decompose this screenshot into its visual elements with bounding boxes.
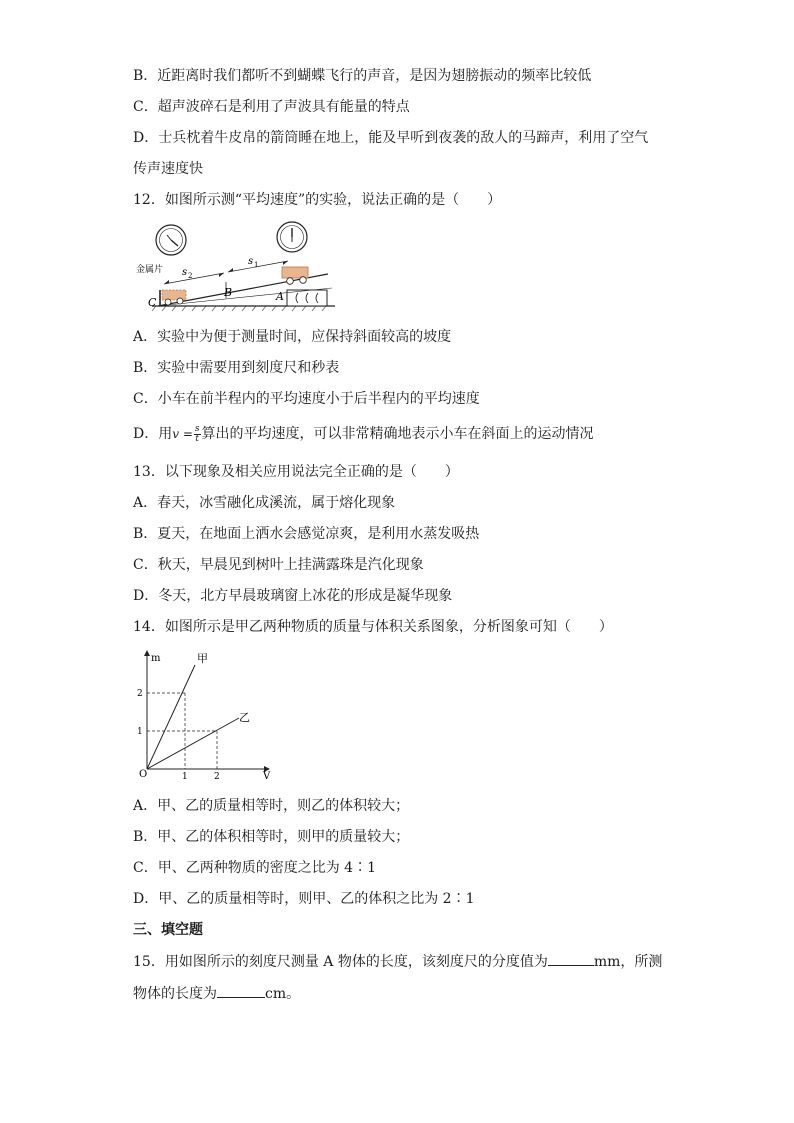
point-b-label: B [224, 286, 233, 299]
series-yi-label: 乙 [239, 711, 250, 724]
q12-option-d-prefix: D．用 [133, 426, 173, 442]
x-axis-label: V [263, 771, 271, 782]
q11-option-d-line1: D．士兵枕着牛皮帛的箭筒睡在地上，能及早听到夜袭的敌人的马蹄声，利用了空气 [133, 130, 649, 146]
point-a-label: A [276, 290, 284, 303]
y-axis-label: m [151, 653, 161, 664]
q12-stem: 12．如图所示测“平均速度”的实验，说法正确的是（ ） [133, 192, 502, 208]
q13-option-d: D．冬天，北方早晨玻璃窗上冰花的形成是凝华现象 [133, 588, 453, 604]
q12-option-d-suffix: 算出的平均速度，可以非常精确地表示小车在斜面上的运动情况 [201, 426, 594, 442]
q13-option-c: C．秋天，早晨见到树叶上挂满露珠是汽化现象 [133, 557, 424, 573]
q12-option-a: A．实验中为便于测量时间，应保持斜面较高的坡度 [133, 329, 452, 345]
s2-label: s [182, 267, 188, 278]
section-title-fill-in: 三、填空题 [133, 922, 203, 938]
stopwatch-icon-right [277, 222, 307, 252]
answer-blank-length[interactable] [217, 983, 265, 998]
series-jia-line [147, 665, 195, 769]
q15-line1 [133, 951, 662, 972]
q14-option-b: B．甲、乙的体积相等时，则甲的质量较大； [133, 829, 410, 845]
s1-label: s [248, 256, 254, 267]
q14-mass-volume-graph [135, 647, 285, 782]
formula-lhs: v = [172, 427, 193, 441]
x-tick-2: 2 [214, 772, 220, 782]
velocity-formula [172, 423, 201, 444]
q13-option-a: A．春天，冰雪融化成溪流，属于熔化现象 [133, 495, 396, 511]
q15-line2-unit: cm。 [265, 986, 301, 1002]
point-c-label: C [148, 296, 157, 309]
formula-fraction [194, 425, 201, 444]
q12-option-d [133, 424, 594, 444]
q11-option-d-line2: 传声速度快 [133, 161, 203, 177]
s1-subscript: 1 [254, 261, 259, 269]
y-tick-2: 2 [137, 689, 143, 699]
q15-line2 [133, 983, 300, 1004]
q12-option-b: B．实验中需要用到刻度尺和秒表 [133, 360, 340, 376]
stopwatch-icon-left [156, 225, 186, 255]
answer-blank-division[interactable] [548, 951, 594, 966]
y-tick-1: 1 [137, 727, 143, 737]
q15-line1-unit: mm，所测 [593, 954, 663, 970]
metal-plate-label: 金属片 [136, 265, 164, 275]
q15-line2-text: 物体的长度为 [133, 986, 217, 1002]
q15-line1-text: 15．用如图所示的刻度尺测量 A 物体的长度，该刻度尺的分度值为 [133, 954, 548, 970]
q11-option-c: C．超声波碎石是利用了声波具有能量的特点 [133, 99, 410, 115]
formula-denominator: t [195, 433, 200, 444]
s2-subscript: 2 [188, 272, 193, 280]
q12-option-c: C．小车在前半程内的平均速度小于后半程内的平均速度 [133, 391, 480, 407]
q12-incline-figure [132, 220, 342, 312]
series-yi-line [147, 718, 239, 769]
q14-stem: 14．如图所示是甲乙两种物质的质量与体积关系图象，分析图象可知（ ） [133, 619, 613, 635]
formula-numerator: s [194, 423, 200, 434]
q14-option-a: A．甲、乙的质量相等时，则乙的体积较大； [133, 798, 410, 814]
q14-option-d: D．甲、乙的质量相等时，则甲、乙的体积之比为 2∶1 [133, 891, 475, 907]
series-jia-label: 甲 [197, 652, 208, 665]
q11-option-b: B．近距离时我们都听不到蝴蝶飞行的声音，是因为翅膀振动的频率比较低 [133, 68, 592, 84]
q13-stem: 13．以下现象及相关应用说法完全正确的是（ ） [133, 464, 459, 480]
origin-label: O [139, 769, 148, 780]
x-tick-1: 1 [182, 772, 188, 782]
q13-option-b: B．夏天，在地面上洒水会感觉凉爽，是利用水蒸发吸热 [133, 526, 480, 542]
q14-option-c: C．甲、乙两种物质的密度之比为 4∶1 [133, 860, 376, 876]
